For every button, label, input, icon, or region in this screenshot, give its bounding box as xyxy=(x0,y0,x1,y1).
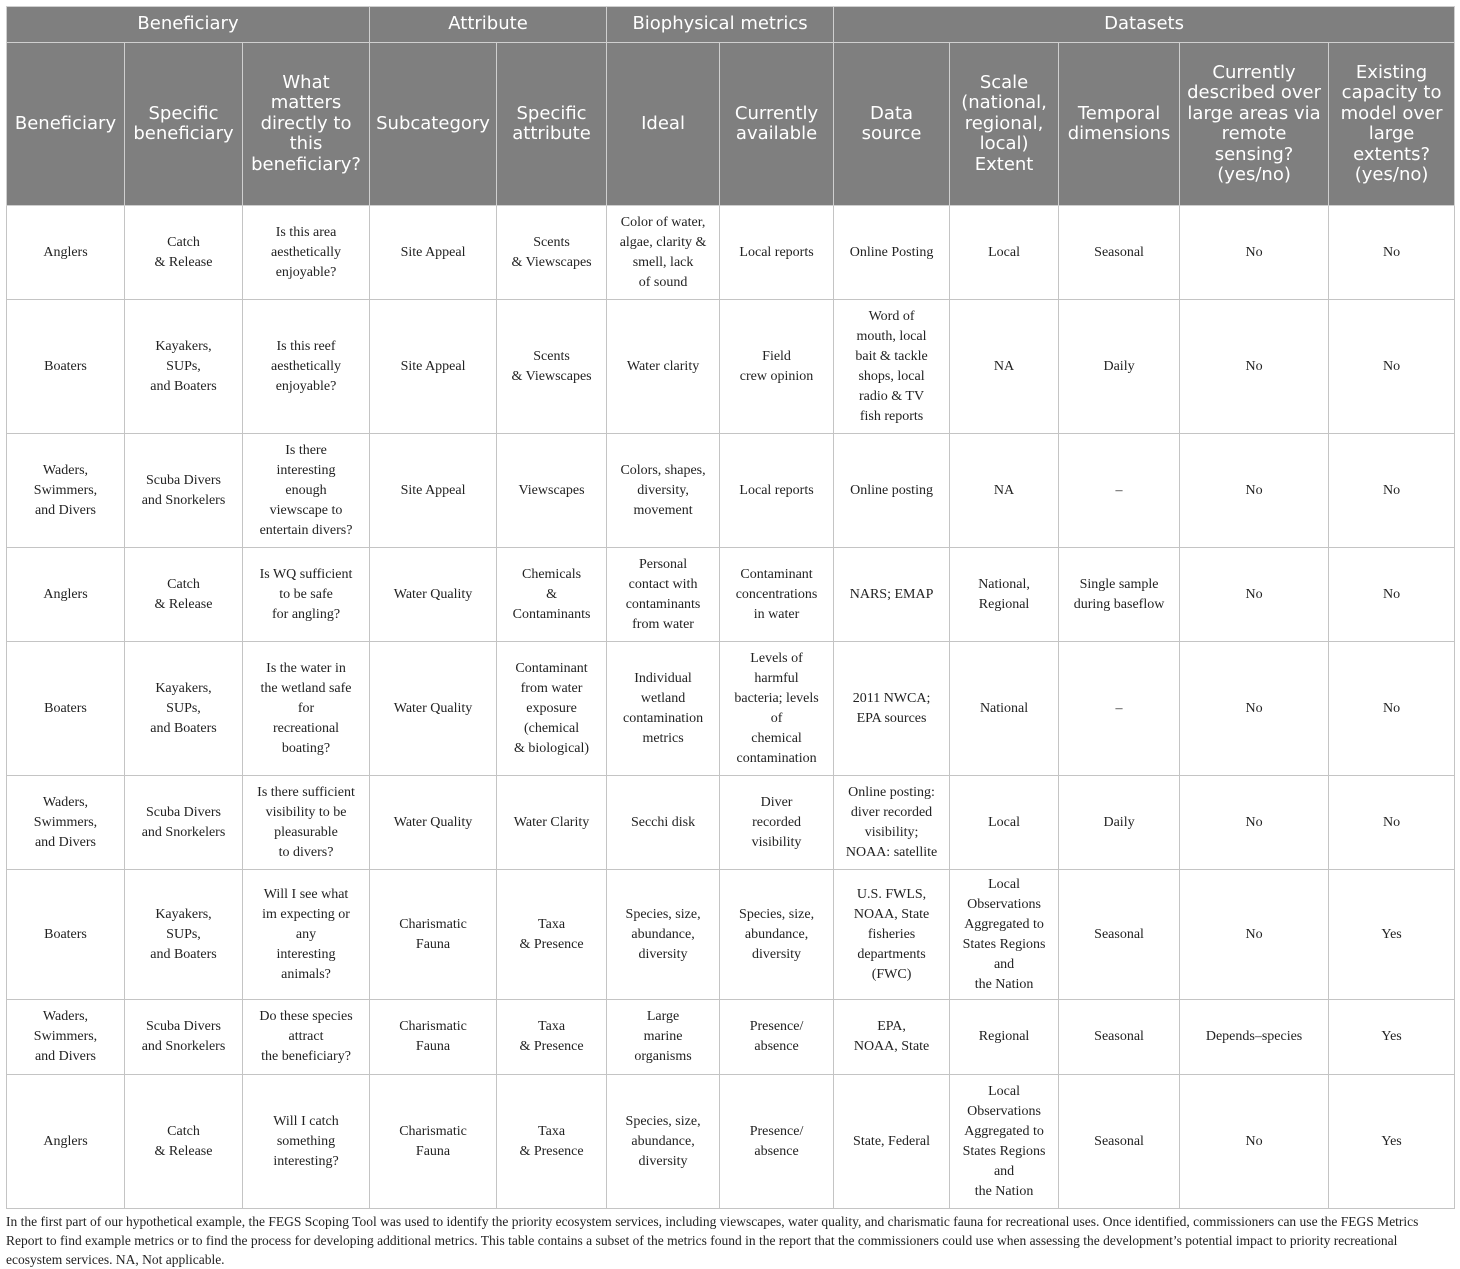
table-row xyxy=(7,870,1455,1000)
cell-model-capacity: No xyxy=(1329,206,1455,300)
group-header-row xyxy=(7,7,1455,43)
cell-specific-attribute: Taxa & Presence xyxy=(497,1075,607,1209)
cell-specific-attribute: Taxa & Presence xyxy=(497,870,607,1000)
cell-specific-beneficiary: Catch & Release xyxy=(125,1075,243,1209)
cell-specific-attribute: Chemicals & Contaminants xyxy=(497,548,607,642)
cell-subcategory: Site Appeal xyxy=(370,434,497,548)
cell-temporal-dimensions: Seasonal xyxy=(1059,1075,1180,1209)
cell-scale: Local Observations Aggregated to States Regions and the Nation xyxy=(950,870,1059,1000)
cell-data-source: Online Posting xyxy=(834,206,950,300)
cell-model-capacity: No xyxy=(1329,776,1455,870)
cell-currently-available: Species, size, abundance, diversity xyxy=(720,870,834,1000)
cell-subcategory: Water Quality xyxy=(370,776,497,870)
column-header-scale: Scale (national, regional, local) Extent xyxy=(950,43,1059,206)
cell-beneficiary: Boaters xyxy=(7,642,125,776)
cell-ideal: Colors, shapes, diversity, movement xyxy=(607,434,720,548)
cell-what-matters: Is the water in the wetland safe for recreational boating? xyxy=(243,642,370,776)
table-row xyxy=(7,1075,1455,1209)
cell-currently-available: Field crew opinion xyxy=(720,300,834,434)
column-header-data-source: Data source xyxy=(834,43,950,206)
cell-remote-sensing: No xyxy=(1180,206,1329,300)
cell-temporal-dimensions: Single sample during baseflow xyxy=(1059,548,1180,642)
cell-currently-available: Local reports xyxy=(720,206,834,300)
cell-model-capacity: Yes xyxy=(1329,1075,1455,1209)
cell-ideal: Species, size, abundance, diversity xyxy=(607,1075,720,1209)
cell-remote-sensing: No xyxy=(1180,776,1329,870)
cell-remote-sensing: No xyxy=(1180,548,1329,642)
cell-currently-available: Diver recorded visibility xyxy=(720,776,834,870)
cell-subcategory: Charismatic Fauna xyxy=(370,1075,497,1209)
table-body xyxy=(7,206,1455,1209)
cell-model-capacity: Yes xyxy=(1329,1000,1455,1075)
cell-what-matters: Is WQ sufficient to be safe for angling? xyxy=(243,548,370,642)
cell-scale: Regional xyxy=(950,1000,1059,1075)
cell-what-matters: Will I catch something interesting? xyxy=(243,1075,370,1209)
cell-data-source: Online posting: diver recorded visibility; NOAA: satellite xyxy=(834,776,950,870)
cell-data-source: NARS; EMAP xyxy=(834,548,950,642)
column-header-remote-sensing: Currently described over large areas via remote sensing? (yes/no) xyxy=(1180,43,1329,206)
cell-specific-attribute: Viewscapes xyxy=(497,434,607,548)
cell-ideal: Secchi disk xyxy=(607,776,720,870)
cell-model-capacity: No xyxy=(1329,548,1455,642)
cell-currently-available: Levels of harmful bacteria; levels of chemical contamination xyxy=(720,642,834,776)
cell-beneficiary: Boaters xyxy=(7,870,125,1000)
column-header-what-matters: What matters directly to this beneficiary? xyxy=(243,43,370,206)
table-footnote: In the first part of our hypothetical example, the FEGS Scoping Tool was used to identify the priority ecosystem services, including viewscapes, water quality, and charismatic fauna for recreational uses. Once identified, commissioners can use the FEGS Metrics Report to find example metrics or to find the process for developing additional metrics. This table contains a subset of the metrics found in the report that the commissioners could use when assessing the development’s potential impact to priority recreational ecosystem services. NA, Not applicable. xyxy=(6,1214,1419,1267)
cell-data-source: U.S. FWLS, NOAA, State fisheries departments (FWC) xyxy=(834,870,950,1000)
cell-subcategory: Site Appeal xyxy=(370,206,497,300)
cell-beneficiary: Anglers xyxy=(7,548,125,642)
cell-currently-available: Presence/ absence xyxy=(720,1075,834,1209)
column-header-specific-attribute: Specific attribute xyxy=(497,43,607,206)
cell-scale: Local xyxy=(950,776,1059,870)
cell-temporal-dimensions: – xyxy=(1059,642,1180,776)
cell-model-capacity: No xyxy=(1329,642,1455,776)
table-row xyxy=(7,548,1455,642)
cell-currently-available: Presence/ absence xyxy=(720,1000,834,1075)
cell-temporal-dimensions: Daily xyxy=(1059,300,1180,434)
cell-beneficiary: Waders, Swimmers, and Divers xyxy=(7,776,125,870)
cell-scale: National, Regional xyxy=(950,548,1059,642)
cell-specific-beneficiary: Scuba Divers and Snorkelers xyxy=(125,776,243,870)
cell-ideal: Color of water, algae, clarity & smell, lack of sound xyxy=(607,206,720,300)
column-header-specific-beneficiary: Specific beneficiary xyxy=(125,43,243,206)
column-header-temporal-dimensions: Temporal dimensions xyxy=(1059,43,1180,206)
table-row xyxy=(7,206,1455,300)
cell-what-matters: Is there sufficient visibility to be pleasurable to divers? xyxy=(243,776,370,870)
cell-data-source: Word of mouth, local bait & tackle shops, local radio & TV fish reports xyxy=(834,300,950,434)
cell-scale: National xyxy=(950,642,1059,776)
column-header-currently-available: Currently available xyxy=(720,43,834,206)
cell-scale: Local xyxy=(950,206,1059,300)
cell-specific-attribute: Water Clarity xyxy=(497,776,607,870)
cell-data-source: State, Federal xyxy=(834,1075,950,1209)
cell-data-source: EPA, NOAA, State xyxy=(834,1000,950,1075)
column-header-beneficiary: Beneficiary xyxy=(7,43,125,206)
cell-remote-sensing: No xyxy=(1180,642,1329,776)
cell-ideal: Species, size, abundance, diversity xyxy=(607,870,720,1000)
table-row xyxy=(7,776,1455,870)
cell-subcategory: Charismatic Fauna xyxy=(370,1000,497,1075)
cell-ideal: Large marine organisms xyxy=(607,1000,720,1075)
cell-temporal-dimensions: Seasonal xyxy=(1059,206,1180,300)
cell-subcategory: Site Appeal xyxy=(370,300,497,434)
column-header-model-capacity: Existing capacity to model over large extents? (yes/no) xyxy=(1329,43,1455,206)
cell-subcategory: Water Quality xyxy=(370,642,497,776)
cell-remote-sensing: Depends–species xyxy=(1180,1000,1329,1075)
cell-beneficiary: Waders, Swimmers, and Divers xyxy=(7,1000,125,1075)
cell-ideal: Individual wetland contamination metrics xyxy=(607,642,720,776)
cell-data-source: Online posting xyxy=(834,434,950,548)
metrics-table xyxy=(6,6,1455,1209)
cell-specific-beneficiary: Kayakers, SUPs, and Boaters xyxy=(125,642,243,776)
cell-beneficiary: Waders, Swimmers, and Divers xyxy=(7,434,125,548)
cell-remote-sensing: No xyxy=(1180,434,1329,548)
cell-temporal-dimensions: Seasonal xyxy=(1059,1000,1180,1075)
cell-model-capacity: No xyxy=(1329,300,1455,434)
cell-specific-attribute: Contaminant from water exposure (chemical & biological) xyxy=(497,642,607,776)
cell-scale: Local Observations Aggregated to States Regions and the Nation xyxy=(950,1075,1059,1209)
cell-data-source: 2011 NWCA; EPA sources xyxy=(834,642,950,776)
cell-beneficiary: Anglers xyxy=(7,1075,125,1209)
column-header-subcategory: Subcategory xyxy=(370,43,497,206)
cell-what-matters: Is this area aesthetically enjoyable? xyxy=(243,206,370,300)
cell-remote-sensing: No xyxy=(1180,300,1329,434)
cell-beneficiary: Boaters xyxy=(7,300,125,434)
column-header-row xyxy=(7,43,1455,206)
group-header-biophysical-metrics: Biophysical metrics xyxy=(607,7,834,43)
cell-model-capacity: No xyxy=(1329,434,1455,548)
cell-beneficiary: Anglers xyxy=(7,206,125,300)
cell-specific-attribute: Taxa & Presence xyxy=(497,1000,607,1075)
cell-scale: NA xyxy=(950,434,1059,548)
group-header-datasets: Datasets xyxy=(834,7,1455,43)
cell-subcategory: Charismatic Fauna xyxy=(370,870,497,1000)
table-row xyxy=(7,434,1455,548)
cell-specific-beneficiary: Scuba Divers and Snorkelers xyxy=(125,1000,243,1075)
table-row xyxy=(7,1000,1455,1075)
cell-remote-sensing: No xyxy=(1180,1075,1329,1209)
cell-ideal: Personal contact with contaminants from water xyxy=(607,548,720,642)
cell-currently-available: Local reports xyxy=(720,434,834,548)
cell-remote-sensing: No xyxy=(1180,870,1329,1000)
cell-subcategory: Water Quality xyxy=(370,548,497,642)
metrics-table-container xyxy=(6,6,1454,1209)
cell-specific-beneficiary: Catch & Release xyxy=(125,206,243,300)
cell-ideal: Water clarity xyxy=(607,300,720,434)
cell-what-matters: Is this reef aesthetically enjoyable? xyxy=(243,300,370,434)
cell-what-matters: Is there interesting enough viewscape to entertain divers? xyxy=(243,434,370,548)
cell-scale: NA xyxy=(950,300,1059,434)
cell-what-matters: Do these species attract the beneficiary? xyxy=(243,1000,370,1075)
cell-specific-attribute: Scents & Viewscapes xyxy=(497,206,607,300)
table-row xyxy=(7,642,1455,776)
cell-specific-beneficiary: Kayakers, SUPs, and Boaters xyxy=(125,870,243,1000)
cell-temporal-dimensions: Daily xyxy=(1059,776,1180,870)
cell-specific-attribute: Scents & Viewscapes xyxy=(497,300,607,434)
table-row xyxy=(7,300,1455,434)
cell-specific-beneficiary: Kayakers, SUPs, and Boaters xyxy=(125,300,243,434)
cell-specific-beneficiary: Catch & Release xyxy=(125,548,243,642)
cell-temporal-dimensions: – xyxy=(1059,434,1180,548)
cell-temporal-dimensions: Seasonal xyxy=(1059,870,1180,1000)
column-header-ideal: Ideal xyxy=(607,43,720,206)
cell-what-matters: Will I see what im expecting or any interesting animals? xyxy=(243,870,370,1000)
cell-currently-available: Contaminant concentrations in water xyxy=(720,548,834,642)
cell-specific-beneficiary: Scuba Divers and Snorkelers xyxy=(125,434,243,548)
group-header-beneficiary: Beneficiary xyxy=(7,7,370,43)
group-header-attribute: Attribute xyxy=(370,7,607,43)
cell-model-capacity: Yes xyxy=(1329,870,1455,1000)
